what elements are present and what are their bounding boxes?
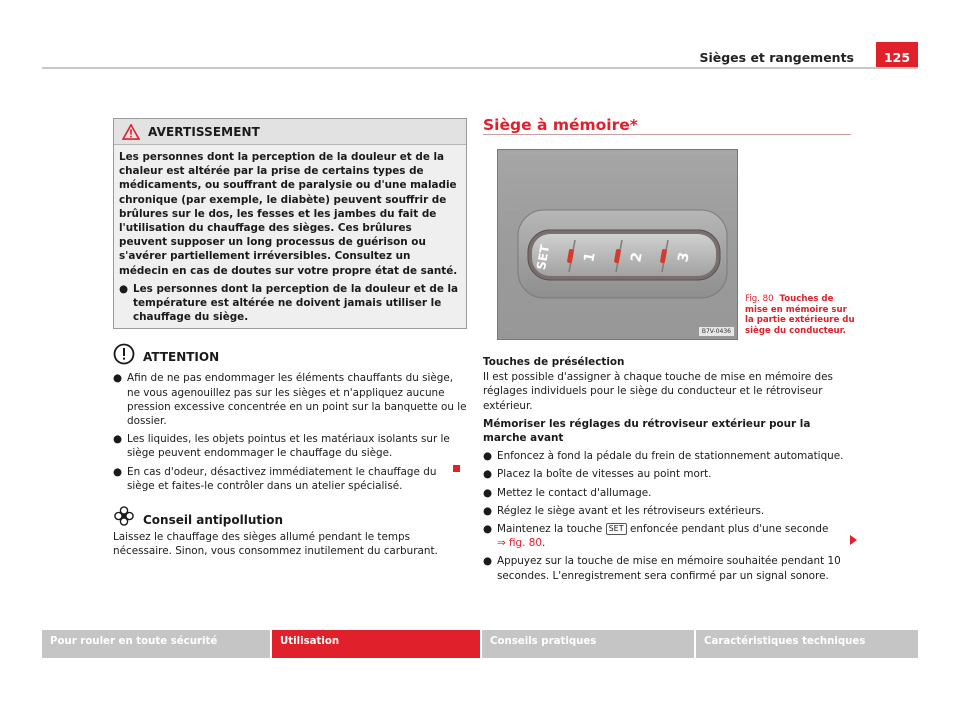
figure-caption-text: Touches de mise en mémoire sur la partie extérieure du siège du conducteur. — [745, 294, 855, 336]
preset-keys-paragraph: Il est possible d'assigner à chaque touche de mise en mémoire des réglages individuels pour le siège du conducteur et le rétroviseur extérieur. — [483, 371, 833, 412]
warning-bullet-text: Les personnes dont la perception de la douleur et de la température est altérée ne doivent jamais utiliser le chauffage du siège. — [133, 282, 459, 324]
bullet-icon: ● — [119, 282, 129, 295]
section-title: Siège à mémoire* — [483, 116, 638, 134]
left-column — [113, 118, 467, 558]
eco-header — [113, 505, 467, 529]
attention-list — [113, 371, 467, 493]
chapter-navigation — [42, 630, 918, 658]
eco-flower-icon — [113, 505, 135, 527]
tab-utilisation[interactable]: Utilisation — [272, 630, 482, 658]
step-item-set: ● Maintenez la touche SET enfoncée pendant plus d'une seconde ⇒ fig. 80. — [483, 523, 829, 550]
memory-seat-text — [483, 355, 853, 583]
warning-title: AVERTISSEMENT — [148, 124, 260, 139]
warning-header — [114, 119, 466, 145]
figure-number: Fig. 80 — [745, 294, 774, 304]
tab-caracteristiques-techniques[interactable]: Caractéristiques techniques — [696, 630, 918, 658]
subheading-store-mirror: Mémoriser les réglages du rétroviseur extérieur pour la marche avant — [483, 417, 811, 445]
warning-box — [113, 118, 467, 329]
bullet-icon: ● — [483, 555, 493, 568]
warning-body — [114, 145, 466, 328]
attention-exclamation-icon — [113, 343, 135, 365]
section-end-marker — [453, 465, 460, 472]
step-set-before: Maintenez la touche — [497, 523, 603, 536]
bullet-icon: ● — [113, 465, 123, 478]
memory-key-1-label: 1 — [581, 251, 599, 264]
set-key-label: SET — [533, 243, 553, 271]
figure-cross-reference-link[interactable]: ⇒ fig. 80 — [497, 537, 542, 550]
bullet-icon: ● — [483, 486, 493, 499]
chapter-title: Sièges et rangements — [699, 50, 854, 65]
header-rule — [42, 67, 918, 69]
list-item: ● Afin de ne pas endommager les éléments chauffants du siège, ne vous agenouillez pas sur les sièges et n'appliquez aucune pression excessive concentrée en un point sur la banquette ou le dossier. — [113, 372, 467, 428]
eco-text: Laissez le chauffage des sièges allumé pendant le temps nécessaire. Sinon, vous consommez inutilement du carburant. — [113, 531, 438, 558]
list-item: ● En cas d'odeur, désactivez immédiatement le chauffage du siège et faites-le contrôler dans un atelier spécialisé. — [113, 465, 437, 492]
subheading-preset-keys: Touches de présélection — [483, 356, 625, 368]
figure-memory-seat-keys — [497, 149, 738, 340]
memory-key-3-label: 3 — [675, 251, 693, 264]
bullet-icon: ● — [483, 523, 493, 536]
warning-bullet — [119, 282, 461, 325]
tab-conseils-pratiques[interactable]: Conseils pratiques — [482, 630, 696, 658]
eco-title: Conseil antipollution — [143, 513, 284, 528]
bullet-icon: ● — [483, 504, 493, 517]
tab-pour-rouler[interactable]: Pour rouler en toute sécurité — [42, 630, 272, 658]
warning-paragraph: Les personnes dont la perception de la douleur et de la chaleur est altérée par la prise de certains types de médicaments, ou souffrant de paralysie ou d'une maladie chronique (par exemple, le diabète) peuvent souffrir de brûlures sur le dos, les fesses et les jambes du fait de l'utilisation du chauffage des sièges. Ces brûlures peuvent supposer un long processus de guérison ou s'avérer partiellement irréversibles. Consultez un médecin en cas de doutes sur votre propre état de santé. — [119, 151, 458, 277]
step-item: ● Placez la boîte de vitesses au point mort. — [483, 468, 712, 481]
figure-code: B7V-0436 — [699, 327, 734, 336]
step-item: ● Appuyez sur la touche de mise en mémoire souhaitée pendant 10 secondes. L'enregistrement sera confirmé par un signal sonore. — [483, 555, 841, 582]
step-item: ● Réglez le siège avant et les rétroviseurs extérieurs. — [483, 504, 765, 517]
figure-caption — [745, 294, 855, 336]
section-rule — [483, 134, 851, 135]
step-item: ● Mettez le contact d'allumage. — [483, 486, 652, 499]
right-column — [483, 116, 851, 134]
memory-key-2-label: 2 — [628, 251, 646, 264]
set-key-icon: SET — [606, 523, 627, 535]
memory-keys-illustration — [498, 150, 737, 339]
attention-title: ATTENTION — [143, 350, 220, 365]
step-item: ● Enfoncez à fond la pédale du frein de stationnement automatique. — [483, 450, 844, 463]
bullet-icon: ● — [483, 450, 493, 463]
bullet-icon: ● — [483, 468, 493, 481]
page-number: 125 — [876, 42, 918, 68]
bullet-icon: ● — [113, 372, 123, 385]
bullet-icon: ● — [113, 433, 123, 446]
warning-triangle-icon — [122, 124, 140, 140]
step-set-after: enfoncée pendant plus d'une seconde — [629, 523, 829, 536]
attention-header — [113, 343, 467, 367]
list-item: ● Les liquides, les objets pointus et les matériaux isolants sur le siège peuvent endommager le chauffage du siège. — [113, 433, 450, 460]
continue-arrow-icon — [850, 535, 857, 545]
